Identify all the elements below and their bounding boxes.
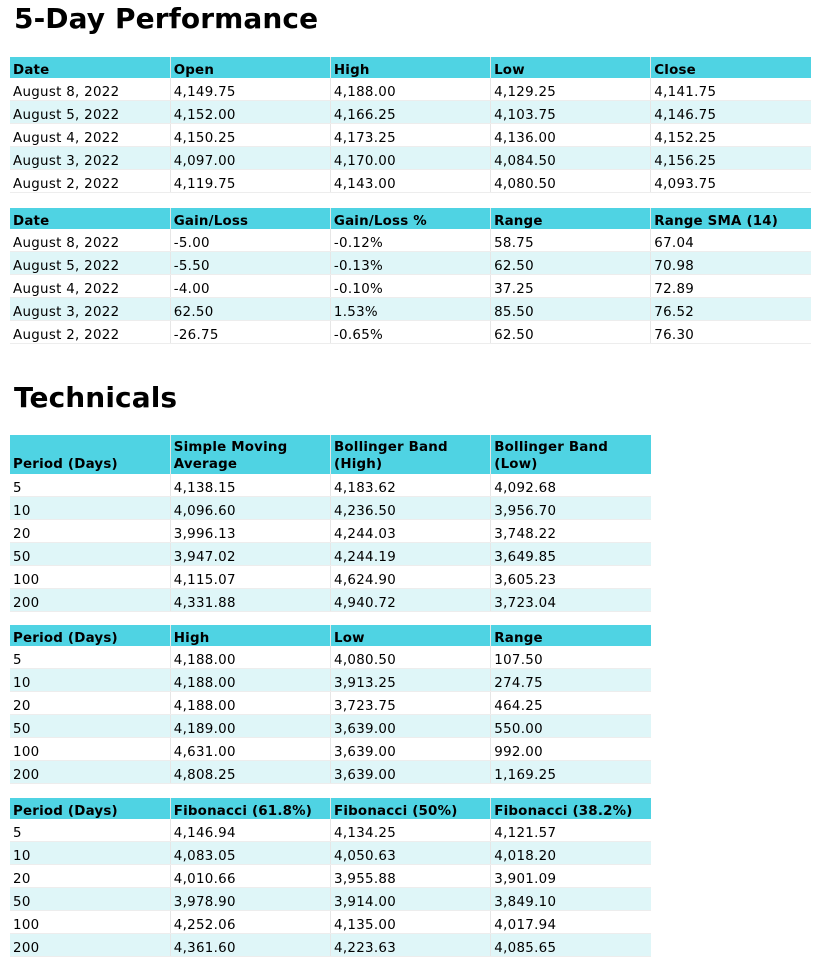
table-row	[10, 298, 811, 321]
table-cell: 4,084.50	[491, 147, 651, 170]
table-cell: 4,092.68	[491, 474, 651, 497]
column-header: Fibonacci (50%)	[331, 798, 491, 819]
table-cell: 4,631.00	[170, 738, 330, 761]
table-header-row	[10, 57, 811, 78]
table-cell: -26.75	[170, 321, 330, 344]
table-cell: 76.52	[651, 298, 811, 321]
table-cell: 3,913.25	[331, 669, 491, 692]
table-cell: 1,169.25	[491, 761, 651, 784]
table-cell: 50	[10, 543, 170, 566]
table-cell: 100	[10, 738, 170, 761]
table-header-row	[10, 625, 651, 646]
table-cell: August 3, 2022	[10, 298, 170, 321]
table-cell: 100	[10, 566, 170, 589]
table-cell: 4,103.75	[491, 101, 651, 124]
table-cell: 4,119.75	[170, 170, 330, 193]
table-cell: 3,723.75	[331, 692, 491, 715]
period-ranges-table	[10, 625, 651, 784]
column-header: Date	[10, 208, 170, 229]
table-cell: 4,136.00	[491, 124, 651, 147]
table-cell: 58.75	[491, 229, 651, 252]
table-cell: 10	[10, 669, 170, 692]
table-row	[10, 911, 651, 934]
table-cell: 62.50	[491, 321, 651, 344]
table-row	[10, 761, 651, 784]
table-cell: August 4, 2022	[10, 275, 170, 298]
table-cell: 200	[10, 761, 170, 784]
table-cell: 4,138.15	[170, 474, 330, 497]
table-cell: 4,080.50	[491, 170, 651, 193]
column-header: Low	[331, 625, 491, 646]
table-header-row	[10, 435, 651, 474]
column-header: Gain/Loss	[170, 208, 330, 229]
table-cell: 4,170.00	[330, 147, 490, 170]
table-row	[10, 101, 811, 124]
moving-averages-table	[10, 435, 651, 612]
table-cell: 4,143.00	[330, 170, 490, 193]
table-cell: 4,017.94	[491, 911, 651, 934]
table-cell: 107.50	[491, 646, 651, 669]
table-cell: 4,080.50	[331, 646, 491, 669]
column-header: Close	[651, 57, 811, 78]
table-cell: -5.00	[170, 229, 330, 252]
column-header: High	[330, 57, 490, 78]
table-cell: -0.65%	[330, 321, 490, 344]
column-header: Gain/Loss %	[330, 208, 490, 229]
table-cell: -0.13%	[330, 252, 490, 275]
table-cell: -0.10%	[330, 275, 490, 298]
table-cell: 4,146.94	[170, 819, 330, 842]
table-row	[10, 229, 811, 252]
table-row	[10, 566, 651, 589]
table-cell: 3,605.23	[491, 566, 651, 589]
table-cell: 4,141.75	[651, 78, 811, 101]
table-cell: 992.00	[491, 738, 651, 761]
table-cell: 37.25	[491, 275, 651, 298]
table-cell: 4,361.60	[170, 934, 330, 957]
table-row	[10, 497, 651, 520]
table-cell: 4,135.00	[331, 911, 491, 934]
table-cell: -0.12%	[330, 229, 490, 252]
table-row	[10, 888, 651, 911]
table-row	[10, 646, 651, 669]
table-cell: 4,252.06	[170, 911, 330, 934]
table-row	[10, 520, 651, 543]
table-cell: 4,083.05	[170, 842, 330, 865]
table-row	[10, 170, 811, 193]
table-cell: 20	[10, 865, 170, 888]
table-row	[10, 275, 811, 298]
table-cell: 100	[10, 911, 170, 934]
table-cell: 4,093.75	[651, 170, 811, 193]
column-header: Period (Days)	[10, 625, 170, 646]
table-cell: August 8, 2022	[10, 78, 170, 101]
table-cell: 4,018.20	[491, 842, 651, 865]
table-cell: 3,914.00	[331, 888, 491, 911]
column-header: Fibonacci (61.8%)	[170, 798, 330, 819]
table-cell: 3,849.10	[491, 888, 651, 911]
table-cell: August 5, 2022	[10, 252, 170, 275]
table-cell: 5	[10, 819, 170, 842]
table-cell: 4,244.03	[331, 520, 491, 543]
table-cell: 4,121.57	[491, 819, 651, 842]
table-cell: 200	[10, 934, 170, 957]
table-row	[10, 865, 651, 888]
table-cell: -5.50	[170, 252, 330, 275]
table-row	[10, 819, 651, 842]
table-row	[10, 124, 811, 147]
table-cell: 200	[10, 589, 170, 612]
table-cell: 4,129.25	[491, 78, 651, 101]
column-header: Simple Moving Average	[170, 435, 330, 474]
table-cell: 4,940.72	[331, 589, 491, 612]
page-title-performance: 5-Day Performance	[14, 2, 319, 35]
column-header: Open	[170, 57, 330, 78]
table-cell: 4,188.00	[330, 78, 490, 101]
column-header: Range SMA (14)	[651, 208, 811, 229]
table-row	[10, 669, 651, 692]
table-cell: 3,947.02	[170, 543, 330, 566]
table-cell: 72.89	[651, 275, 811, 298]
table-row	[10, 589, 651, 612]
column-header: Period (Days)	[10, 798, 170, 819]
table-header-row	[10, 208, 811, 229]
table-cell: 4,244.19	[331, 543, 491, 566]
performance-changes-table	[10, 208, 811, 344]
table-cell: 50	[10, 888, 170, 911]
table-cell: 4,223.63	[331, 934, 491, 957]
table-cell: 3,639.00	[331, 715, 491, 738]
table-cell: 4,236.50	[331, 497, 491, 520]
table-cell: 10	[10, 497, 170, 520]
column-header: Range	[491, 625, 651, 646]
table-cell: August 8, 2022	[10, 229, 170, 252]
table-cell: 20	[10, 692, 170, 715]
table-cell: 3,639.00	[331, 738, 491, 761]
table-cell: 3,723.04	[491, 589, 651, 612]
table-cell: 550.00	[491, 715, 651, 738]
fibonacci-table	[10, 798, 651, 957]
table-cell: 70.98	[651, 252, 811, 275]
table-cell: 1.53%	[330, 298, 490, 321]
table-cell: -4.00	[170, 275, 330, 298]
table-cell: 4,115.07	[170, 566, 330, 589]
table-cell: 4,050.63	[331, 842, 491, 865]
table-cell: 5	[10, 646, 170, 669]
table-cell: August 2, 2022	[10, 321, 170, 344]
table-row	[10, 474, 651, 497]
table-row	[10, 543, 651, 566]
column-header: Range	[491, 208, 651, 229]
table-cell: 4,085.65	[491, 934, 651, 957]
table-cell: 4,134.25	[331, 819, 491, 842]
table-cell: 4,173.25	[330, 124, 490, 147]
table-cell: 4,146.75	[651, 101, 811, 124]
table-cell: 62.50	[170, 298, 330, 321]
table-cell: August 2, 2022	[10, 170, 170, 193]
table-cell: 3,639.00	[331, 761, 491, 784]
table-cell: 4,808.25	[170, 761, 330, 784]
table-cell: 76.30	[651, 321, 811, 344]
table-cell: 4,097.00	[170, 147, 330, 170]
table-cell: 3,649.85	[491, 543, 651, 566]
column-header: Bollinger Band (High)	[331, 435, 491, 474]
table-cell: 4,149.75	[170, 78, 330, 101]
table-cell: 3,955.88	[331, 865, 491, 888]
column-header: Low	[491, 57, 651, 78]
table-cell: 5	[10, 474, 170, 497]
table-cell: 4,189.00	[170, 715, 330, 738]
table-cell: 4,331.88	[170, 589, 330, 612]
table-cell: 464.25	[491, 692, 651, 715]
table-cell: 4,150.25	[170, 124, 330, 147]
table-cell: 4,183.62	[331, 474, 491, 497]
column-header: Date	[10, 57, 170, 78]
table-cell: 4,152.25	[651, 124, 811, 147]
table-cell: 4,188.00	[170, 692, 330, 715]
table-cell: 3,956.70	[491, 497, 651, 520]
table-row	[10, 715, 651, 738]
table-row	[10, 321, 811, 344]
table-cell: August 3, 2022	[10, 147, 170, 170]
table-cell: 4,188.00	[170, 646, 330, 669]
table-cell: 274.75	[491, 669, 651, 692]
table-cell: 10	[10, 842, 170, 865]
table-cell: 50	[10, 715, 170, 738]
table-row	[10, 78, 811, 101]
section-title-technicals: Technicals	[14, 381, 178, 414]
table-cell: August 4, 2022	[10, 124, 170, 147]
table-cell: 62.50	[491, 252, 651, 275]
table-row	[10, 934, 651, 957]
table-cell: 85.50	[491, 298, 651, 321]
table-row	[10, 692, 651, 715]
column-header: Period (Days)	[10, 435, 170, 474]
table-cell: 3,901.09	[491, 865, 651, 888]
table-cell: August 5, 2022	[10, 101, 170, 124]
table-header-row	[10, 798, 651, 819]
table-cell: 4,152.00	[170, 101, 330, 124]
table-cell: 4,010.66	[170, 865, 330, 888]
table-cell: 20	[10, 520, 170, 543]
table-cell: 4,096.60	[170, 497, 330, 520]
column-header: Fibonacci (38.2%)	[491, 798, 651, 819]
table-cell: 4,166.25	[330, 101, 490, 124]
table-cell: 4,624.90	[331, 566, 491, 589]
table-cell: 67.04	[651, 229, 811, 252]
table-row	[10, 252, 811, 275]
table-cell: 3,748.22	[491, 520, 651, 543]
table-cell: 4,188.00	[170, 669, 330, 692]
column-header: High	[170, 625, 330, 646]
table-row	[10, 842, 651, 865]
table-cell: 3,996.13	[170, 520, 330, 543]
table-row	[10, 147, 811, 170]
table-row	[10, 738, 651, 761]
table-cell: 4,156.25	[651, 147, 811, 170]
table-cell: 3,978.90	[170, 888, 330, 911]
column-header: Bollinger Band (Low)	[491, 435, 651, 474]
performance-prices-table	[10, 57, 811, 193]
